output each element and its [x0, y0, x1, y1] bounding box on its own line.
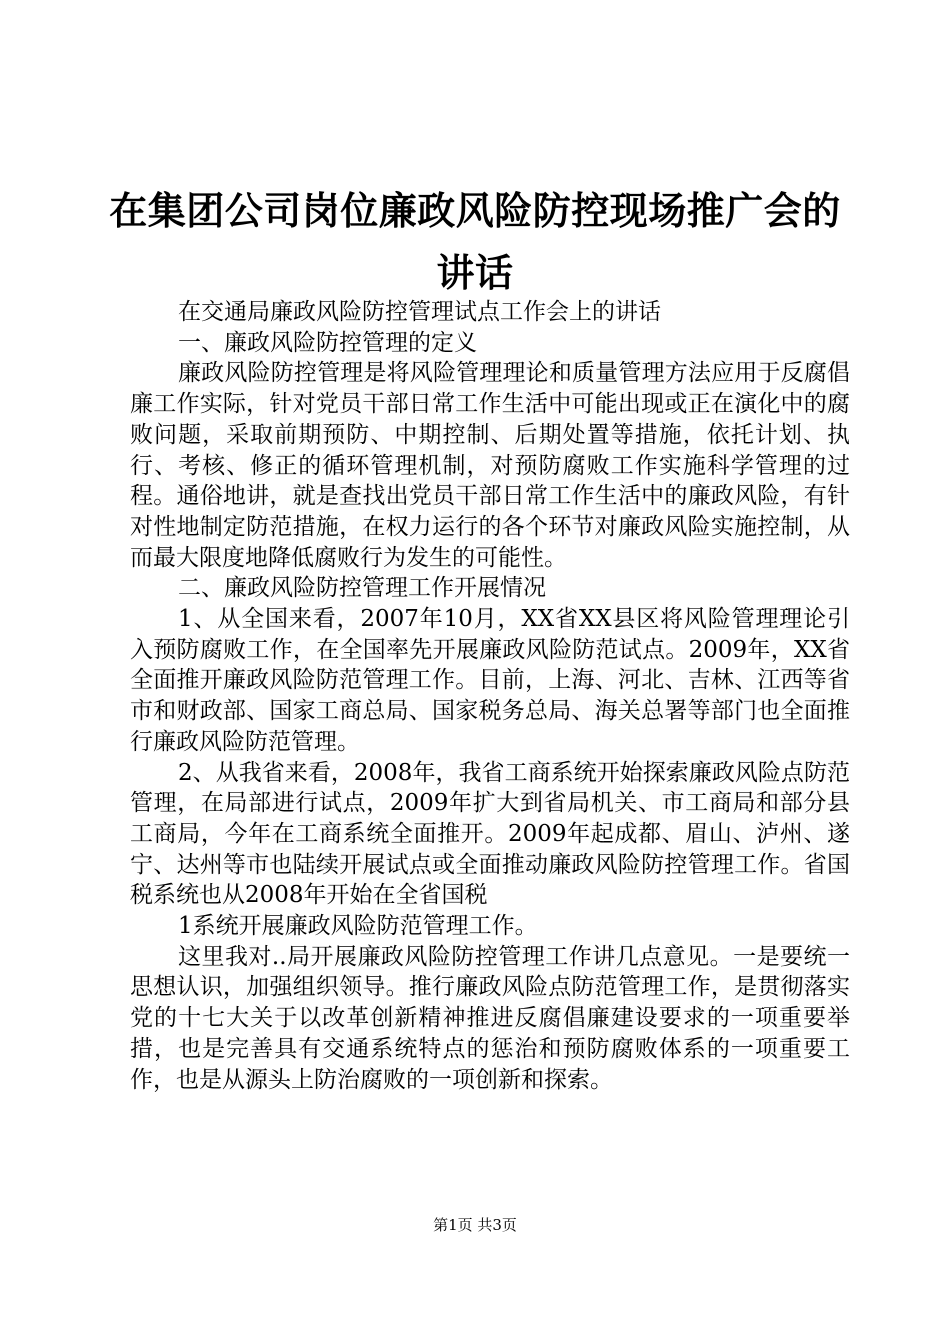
paragraph: 1系统开展廉政风险防范管理工作。: [178, 913, 538, 940]
section-heading-1: 一、廉政风险防控管理的定义: [178, 329, 477, 356]
paragraph-heading: 在交通局廉政风险防控管理试点工作会上的讲话: [178, 299, 661, 325]
document-body: [130, 297, 850, 1095]
document-title: 在集团公司岗位廉政风险防控现场推广会的讲话: [109, 189, 841, 295]
paragraph: 廉政风险防控管理是将风险管理理论和质量管理方法应用于反腐倡廉工作实际，针对党员干部日常工作生活中可能出现或正在演化中的腐败问题，采取前期预防、中期控制、后期处置等措施，依托计划、执行、考核、修正的循环管理机制，对预防腐败工作实施科学管理的过程。通俗地讲，就是查找出党员干部日常工作生活中的廉政风险，有针对性地制定防范措施，在权力运行的各个环节对廉政风险实施控制，从而最大限度地降低腐败行为发生的可能性。: [130, 360, 850, 571]
paragraph: 2、从我省来看，2008年，我省工商系统开始探索廉政风险点防范管理，在局部进行试点，2009年扩大到省局机关、市工商局和部分县工商局，今年在工商系统全面推开。2009年起成都、眉山、泸州、遂宁、达州等市也陆续开展试点或全面推动廉政风险防控管理工作。省国税系统也从2008年开始在全省国税: [130, 759, 850, 909]
page-number: 第1页 共3页: [433, 1216, 517, 1234]
paragraph: 这里我对..局开展廉政风险防控管理工作讲几点意见。一是要统一思想认识，加强组织领导。推行廉政风险点防范管理工作，是贯彻落实党的十七大关于以改革创新精神推进反腐倡廉建设要求的一项重要举措，也是完善具有交通系统特点的惩治和预防腐败体系的一项重要工作，也是从源头上防治腐败的一项创新和探索。: [130, 943, 850, 1093]
paragraph: 1、从全国来看，2007年10月，XX省XX县区将风险管理理论引入预防腐败工作，在全国率先开展廉政风险防范试点。2009年，XX省全面推开廉政风险防范管理工作。目前，上海、河北、吉林、江西等省市和财政部、国家工商总局、国家税务总局、海关总署等部门也全面推行廉政风险防范管理。: [130, 606, 850, 755]
section-heading-2: 二、廉政风险防控管理工作开展情况: [178, 575, 546, 602]
